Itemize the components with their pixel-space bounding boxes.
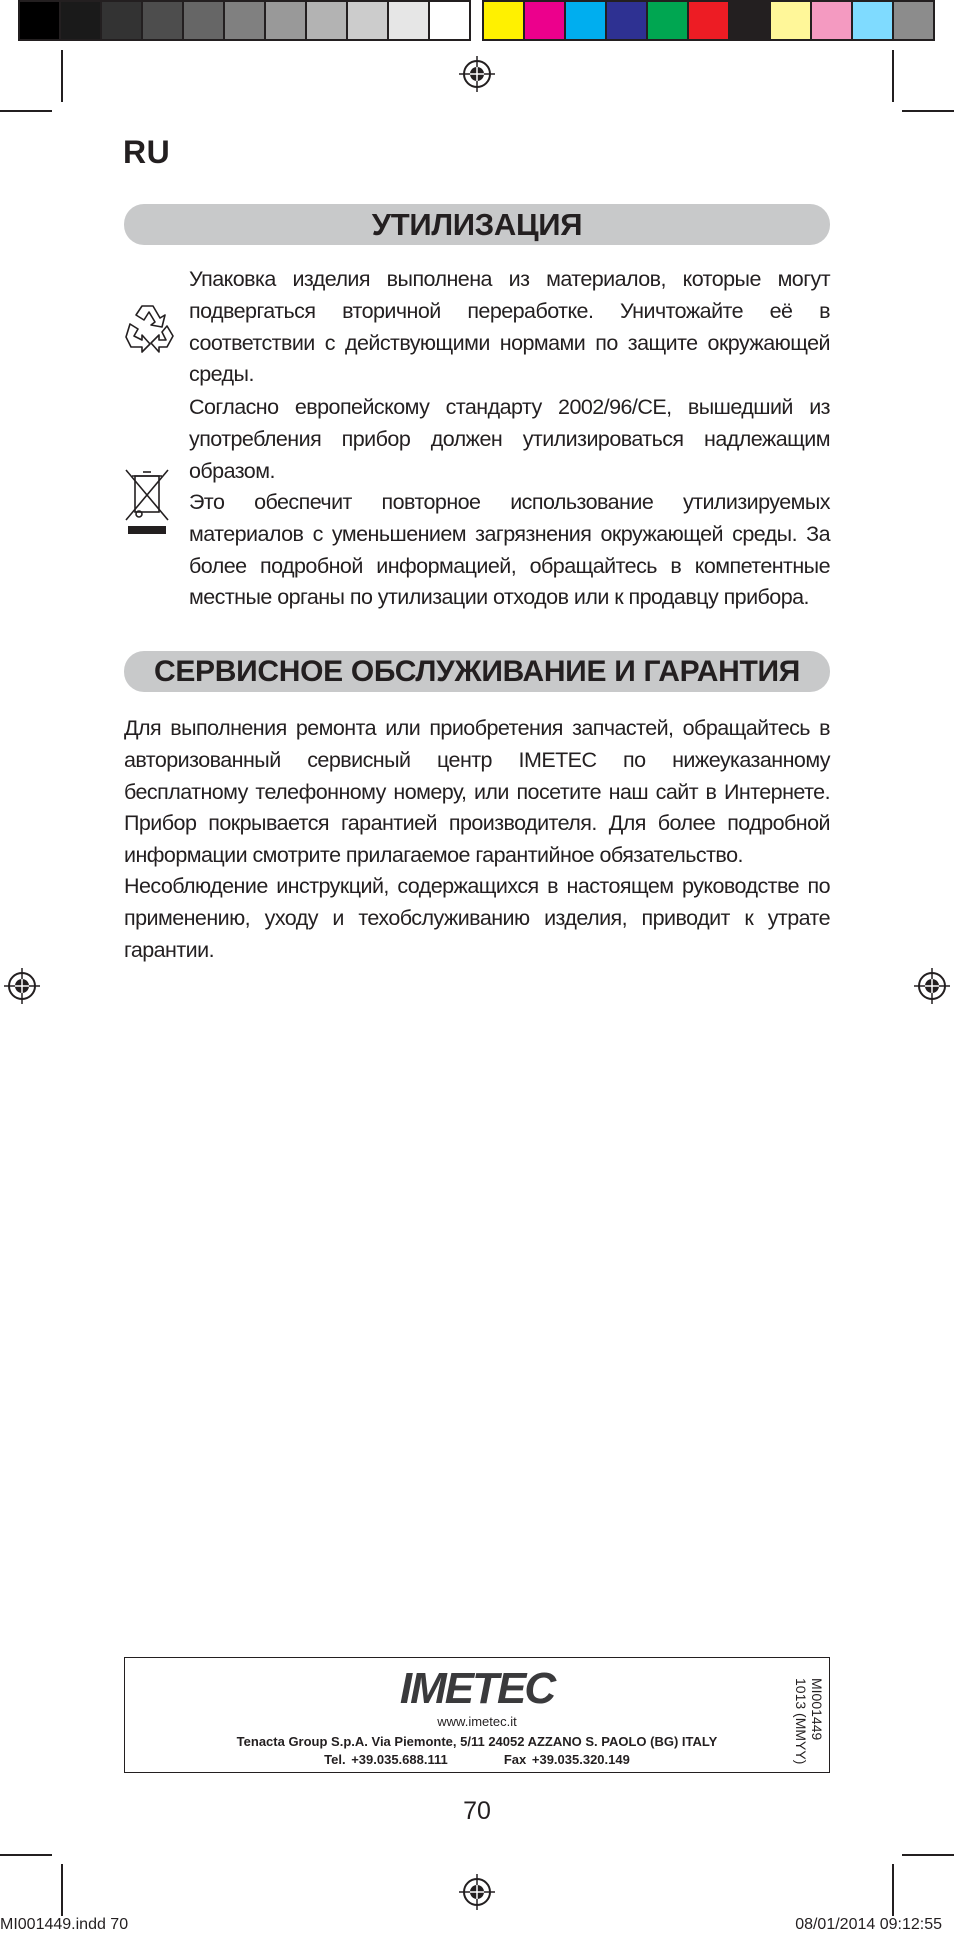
document-code	[793, 1678, 825, 1764]
registration-mark-icon	[912, 966, 952, 1006]
imetec-logo: IMETEC	[399, 1664, 555, 1713]
color-swatch	[566, 0, 607, 41]
registration-mark-icon	[2, 966, 42, 1006]
weee-directive-text: Согласно европейскому стандарту 2002/96/CE, вышедший из употребления прибор должен утилизироваться надлежащим образом.	[189, 395, 830, 483]
crop-mark	[0, 110, 52, 112]
color-swatch	[18, 0, 61, 41]
recycling-text: Упаковка изделия выполнена из материалов, которые могут подвергаться вторичной переработке. Уничтожайте её в соответствии с действующими нормами по защите окружающей среды.	[189, 267, 830, 387]
document-date-code: 1013 (MMYY)	[793, 1678, 809, 1765]
color-swatch	[225, 0, 266, 41]
color-swatch	[102, 0, 143, 41]
color-swatches	[482, 0, 935, 43]
document-number: MI001449	[809, 1678, 825, 1741]
color-swatch	[348, 0, 389, 41]
slug-file: MI001449.indd 70	[0, 1916, 129, 1933]
disposal-heading: УТИЛИЗАЦИЯ	[124, 204, 830, 245]
wheelie-bin-crossed-icon	[122, 466, 172, 536]
color-swatch	[812, 0, 853, 41]
color-swatch	[730, 0, 771, 41]
website-url: www.imetec.it	[437, 1714, 517, 1729]
registration-mark-icon	[457, 1872, 497, 1912]
color-swatch	[607, 0, 648, 41]
crop-mark	[61, 1864, 63, 1916]
language-code: RU	[123, 134, 171, 170]
crop-mark	[902, 110, 954, 112]
color-swatch	[430, 0, 471, 41]
color-swatch	[389, 0, 430, 41]
registration-mark-icon	[457, 54, 497, 94]
warranty-text: Несоблюдение инструкций, содержащихся в настоящем руководстве по применению, уходу и техобслуживанию изделия, приводит к утрате гарантии.	[124, 874, 830, 962]
slug-timestamp: 08/01/2014 09:12:55	[795, 1916, 942, 1933]
service-text: Для выполнения ремонта или приобретения запчастей, обращайтесь в авторизованный сервисный центр IMETEC по нижеуказанному бесплатному телефонному номеру, или посетите наш сайт в Интернете. Прибор покрывается гарантией производителя. Для более подробной информации смотрите прилагаемое гарантийное обязательство.	[124, 716, 830, 868]
color-swatch	[482, 0, 525, 41]
crop-mark	[0, 1854, 52, 1856]
color-swatch	[853, 0, 894, 41]
fax: Fax +39.035.320.149	[503, 1752, 630, 1767]
crop-mark	[892, 1864, 894, 1916]
color-swatch	[307, 0, 348, 41]
crop-mark	[61, 50, 63, 102]
color-swatch	[184, 0, 225, 41]
grayscale-swatches	[18, 0, 471, 43]
color-calibration-bar	[18, 0, 935, 43]
page-number: 70	[463, 1797, 491, 1825]
color-swatch	[266, 0, 307, 41]
telephone: Tel. +39.035.688.111	[324, 1752, 448, 1767]
color-swatch	[143, 0, 184, 41]
manufacturer-box	[124, 1657, 830, 1773]
crop-mark	[892, 50, 894, 102]
recycle-icon	[122, 300, 178, 354]
service-heading: СЕРВИСНОЕ ОБСЛУЖИВАНИЕ И ГАРАНТИЯ	[124, 651, 830, 692]
crop-mark	[902, 1854, 954, 1856]
company-address: Tenacta Group S.p.A. Via Piemonte, 5/11 24052 AZZANO S. PAOLO (BG) ITALY	[236, 1734, 718, 1749]
color-swatch	[648, 0, 689, 41]
color-swatch	[771, 0, 812, 41]
contact-numbers	[125, 1752, 829, 1767]
weee-reuse-text: Это обеспечит повторное использование утилизируемых материалов с уменьшением загрязнения окружающей среды. За более подробной информацией, обращайтесь в компетентные местные органы по утилизации отходов или к продавцу прибора.	[189, 490, 830, 610]
color-swatch	[894, 0, 935, 41]
color-swatch	[525, 0, 566, 41]
color-swatch	[689, 0, 730, 41]
color-swatch	[61, 0, 102, 41]
